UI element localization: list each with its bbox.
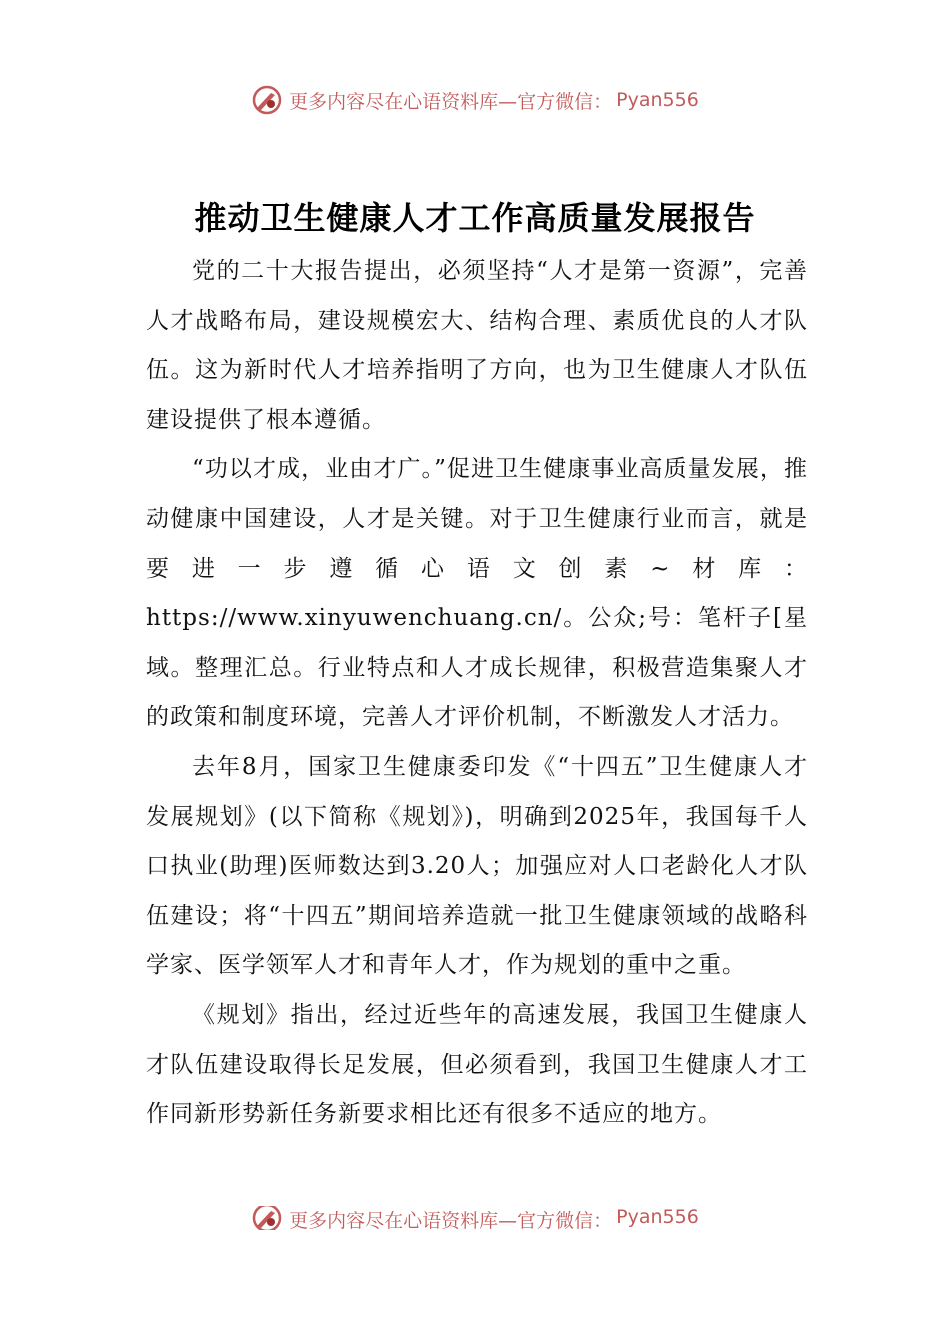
document-title: 推动卫生健康人才工作高质量发展报告 xyxy=(194,199,756,237)
header-brand-banner xyxy=(0,84,950,116)
brand-logo-icon xyxy=(251,1206,283,1230)
header-wechat-id: Pyan556 xyxy=(616,89,699,111)
footer-brand-banner xyxy=(0,1206,950,1230)
brand-logo-icon xyxy=(251,84,283,116)
paragraph: 《规划》指出，经过近些年的高速发展，我国卫生健康人才队伍建设取得长足发展，但必须看到，我国卫生健康人才工作同新形势新任务新要求相比还有很多不适应的地方。 xyxy=(146,1001,808,1128)
footer-wechat-id: Pyan556 xyxy=(616,1206,699,1228)
paragraph: “功以才成，业由才广。”促进卫生健康事业高质量发展，推动健康中国建设，人才是关键。对于卫生健康行业而言，就是要进一步遵循心语文创素~材库：https://www.xinyuwenchuang.cn/。公众;号：笔杆子[星域。整理汇总。行业特点和人才成长规律，积极营造集聚人才的政策和制度环境，完善人才评价机制，不断激发人才活力。 xyxy=(146,456,808,731)
paragraph: 党的二十大报告提出，必须坚持“人才是第一资源”，完善人才战略布局，建设规模宏大、结构合理、素质优良的人才队伍。这为新时代人才培养指明了方向，也为卫生健康人才队伍建设提供了根本遵循。 xyxy=(146,258,808,433)
paragraph: 去年8月，国家卫生健康委印发《“十四五”卫生健康人才发展规划》(以下简称《规划》)，明确到2025年，我国每千人口执业(助理)医师数达到3.20人；加强应对人口老龄化人才队伍建设；将“十四五”期间培养造就一批卫生健康领域的战略科学家、医学领军人才和青年人才，作为规划的重中之重。 xyxy=(146,753,808,979)
document-body xyxy=(146,247,808,1140)
header-brand-text: 更多内容尽在心语资料库—官方微信： xyxy=(289,90,613,113)
footer-brand-text: 更多内容尽在心语资料库—官方微信： xyxy=(289,1210,613,1230)
